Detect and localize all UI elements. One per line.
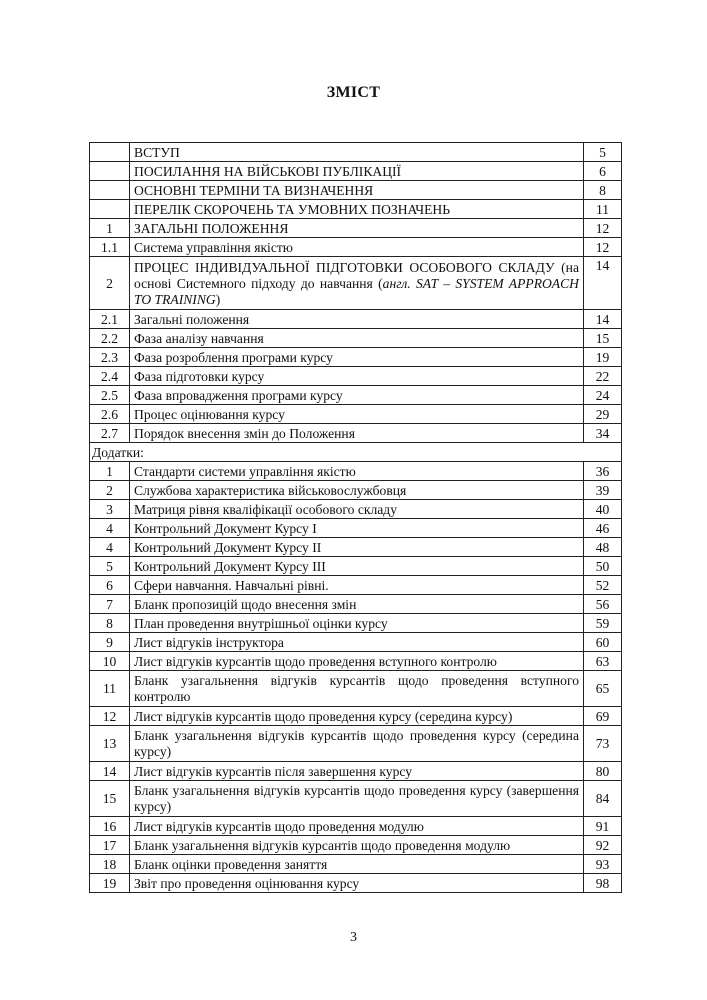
toc-row [90,219,622,238]
toc-title[interactable]: Бланк пропозицій щодо внесення змін [130,595,584,614]
toc-row [90,500,622,519]
toc-page: 52 [584,576,622,595]
toc-page: 92 [584,836,622,855]
toc-number: 1 [90,462,130,481]
toc-page: 48 [584,538,622,557]
toc-number: 2 [90,257,130,310]
toc-number: 8 [90,614,130,633]
toc-title[interactable]: ОСНОВНІ ТЕРМІНИ ТА ВИЗНАЧЕННЯ [130,181,584,200]
toc-page: 63 [584,652,622,671]
toc-number: 4 [90,538,130,557]
toc-row [90,595,622,614]
toc-row [90,576,622,595]
toc-page: 11 [584,200,622,219]
toc-page: 40 [584,500,622,519]
toc-number: 9 [90,633,130,652]
toc-row [90,143,622,162]
toc-number [90,143,130,162]
toc-row [90,386,622,405]
toc-title[interactable]: Процес оцінювання курсу [130,405,584,424]
toc-number: 1 [90,219,130,238]
toc-page: 5 [584,143,622,162]
toc-title[interactable]: ПОСИЛАННЯ НА ВІЙСЬКОВІ ПУБЛІКАЦІЇ [130,162,584,181]
toc-number: 4 [90,519,130,538]
toc-title[interactable]: ЗАГАЛЬНІ ПОЛОЖЕННЯ [130,219,584,238]
toc-row [90,652,622,671]
toc-page: 65 [584,671,622,707]
toc-title[interactable]: Звіт про проведення оцінювання курсу [130,874,584,893]
toc-number: 2.6 [90,405,130,424]
page-number: 3 [350,930,357,945]
toc-number [90,162,130,181]
page-title: ЗМІСТ [326,84,381,101]
toc-title[interactable]: Загальні положення [130,310,584,329]
toc-page: 46 [584,519,622,538]
toc-page: 80 [584,762,622,781]
toc-title-english: англ. SAT – SYSTEM APPROACH TO TRAINING [134,275,579,307]
toc-title[interactable]: Стандарти системи управління якістю [130,462,584,481]
toc-page: 98 [584,874,622,893]
toc-title[interactable]: Фаза підготовки курсу [130,367,584,386]
toc-number: 2.5 [90,386,130,405]
toc-page: 6 [584,162,622,181]
toc-page: 60 [584,633,622,652]
toc-page: 59 [584,614,622,633]
toc-row [90,633,622,652]
toc-row [90,348,622,367]
toc-row [90,462,622,481]
toc-page: 29 [584,405,622,424]
toc-row [90,726,622,762]
toc-number: 10 [90,652,130,671]
toc-title[interactable] [130,257,584,310]
toc-title[interactable]: Бланк узагальнення відгуків курсантів щодо проведення вступного контролю [130,671,584,707]
toc-title[interactable]: ВСТУП [130,143,584,162]
toc-title[interactable]: Фаза розроблення програми курсу [130,348,584,367]
toc-row [90,614,622,633]
toc-page: 12 [584,238,622,257]
toc-page: 12 [584,219,622,238]
toc-page: 24 [584,386,622,405]
toc-page: 15 [584,329,622,348]
toc-number: 2.2 [90,329,130,348]
toc-number: 19 [90,874,130,893]
toc-title[interactable]: Службова характеристика військовослужбовця [130,481,584,500]
toc-row [90,257,622,310]
toc-row [90,557,622,576]
toc-number: 1.1 [90,238,130,257]
toc-row [90,162,622,181]
toc-title[interactable]: Лист відгуків курсантів після завершення курсу [130,762,584,781]
toc-title[interactable]: Порядок внесення змін до Положення [130,424,584,443]
toc-number: 12 [90,707,130,726]
toc-title[interactable]: ПЕРЕЛІК СКОРОЧЕНЬ ТА УМОВНИХ ПОЗНАЧЕНЬ [130,200,584,219]
table-of-contents [89,142,622,893]
toc-section-row [90,443,622,462]
toc-title-part: ) [215,291,221,307]
toc-row [90,405,622,424]
toc-row [90,200,622,219]
toc-number: 18 [90,855,130,874]
toc-page: 69 [584,707,622,726]
toc-number: 2.3 [90,348,130,367]
toc-title[interactable]: Бланк узагальнення відгуків курсантів щодо проведення курсу (середина курсу) [130,726,584,762]
toc-row [90,329,622,348]
toc-title[interactable]: Контрольний Документ Курсу ІІІ [130,557,584,576]
toc-title[interactable]: План проведення внутрішньої оцінки курсу [130,614,584,633]
toc-title[interactable]: Контрольний Документ Курсу ІІ [130,538,584,557]
toc-row [90,762,622,781]
toc-row [90,707,622,726]
toc-page: 34 [584,424,622,443]
toc-page: 93 [584,855,622,874]
toc-title[interactable]: Лист відгуків курсантів щодо проведення модулю [130,817,584,836]
toc-number: 2.1 [90,310,130,329]
toc-row [90,836,622,855]
toc-title-part: ПРОЦЕС ІНДИВІДУАЛЬНОЇ ПІДГОТОВКИ ОСОБОВОГО СКЛАДУ (на основі Системного підходу до навчання ( [134,259,579,291]
toc-page: 22 [584,367,622,386]
toc-number: 2 [90,481,130,500]
toc-title[interactable]: Система управління якістю [130,238,584,257]
toc-page: 56 [584,595,622,614]
toc-number [90,200,130,219]
toc-number [90,181,130,200]
toc-number: 17 [90,836,130,855]
toc-title[interactable]: Фаза впровадження програми курсу [130,386,584,405]
toc-title[interactable]: Лист відгуків курсантів щодо проведення курсу (середина курсу) [130,707,584,726]
toc-page: 73 [584,726,622,762]
toc-number: 6 [90,576,130,595]
toc-number: 15 [90,781,130,817]
toc-row [90,855,622,874]
toc-number: 14 [90,762,130,781]
section-heading-appendices: Додатки: [90,443,622,462]
toc-row [90,367,622,386]
toc-number: 11 [90,671,130,707]
toc-title[interactable]: Контрольний Документ Курсу І [130,519,584,538]
toc-title[interactable]: Лист відгуків курсантів щодо проведення вступного контролю [130,652,584,671]
toc-number: 2.4 [90,367,130,386]
toc-row [90,481,622,500]
toc-number: 3 [90,500,130,519]
toc-number: 16 [90,817,130,836]
toc-page: 19 [584,348,622,367]
toc-page: 36 [584,462,622,481]
toc-row [90,181,622,200]
toc-title[interactable]: Бланк узагальнення відгуків курсантів щодо проведення модулю [130,836,584,855]
toc-title[interactable]: Бланк оцінки проведення заняття [130,855,584,874]
toc-title[interactable]: Матриця рівня кваліфікації особового складу [130,500,584,519]
toc-title[interactable]: Фаза аналізу навчання [130,329,584,348]
toc-number: 5 [90,557,130,576]
toc-number: 2.7 [90,424,130,443]
toc-page: 91 [584,817,622,836]
toc-title[interactable]: Сфери навчання. Навчальні рівні. [130,576,584,595]
toc-row [90,874,622,893]
toc-title[interactable]: Лист відгуків інструктора [130,633,584,652]
toc-row [90,817,622,836]
toc-row [90,310,622,329]
toc-row [90,781,622,817]
toc-row [90,671,622,707]
toc-title[interactable]: Бланк узагальнення відгуків курсантів щодо проведення курсу (завершення курсу) [130,781,584,817]
toc-page: 14 [584,257,622,310]
toc-row [90,519,622,538]
toc-page: 8 [584,181,622,200]
toc-number: 7 [90,595,130,614]
toc-row [90,538,622,557]
toc-page: 84 [584,781,622,817]
toc-page: 39 [584,481,622,500]
toc-row [90,238,622,257]
toc-page: 50 [584,557,622,576]
toc-row [90,424,622,443]
toc-number: 13 [90,726,130,762]
toc-page: 14 [584,310,622,329]
